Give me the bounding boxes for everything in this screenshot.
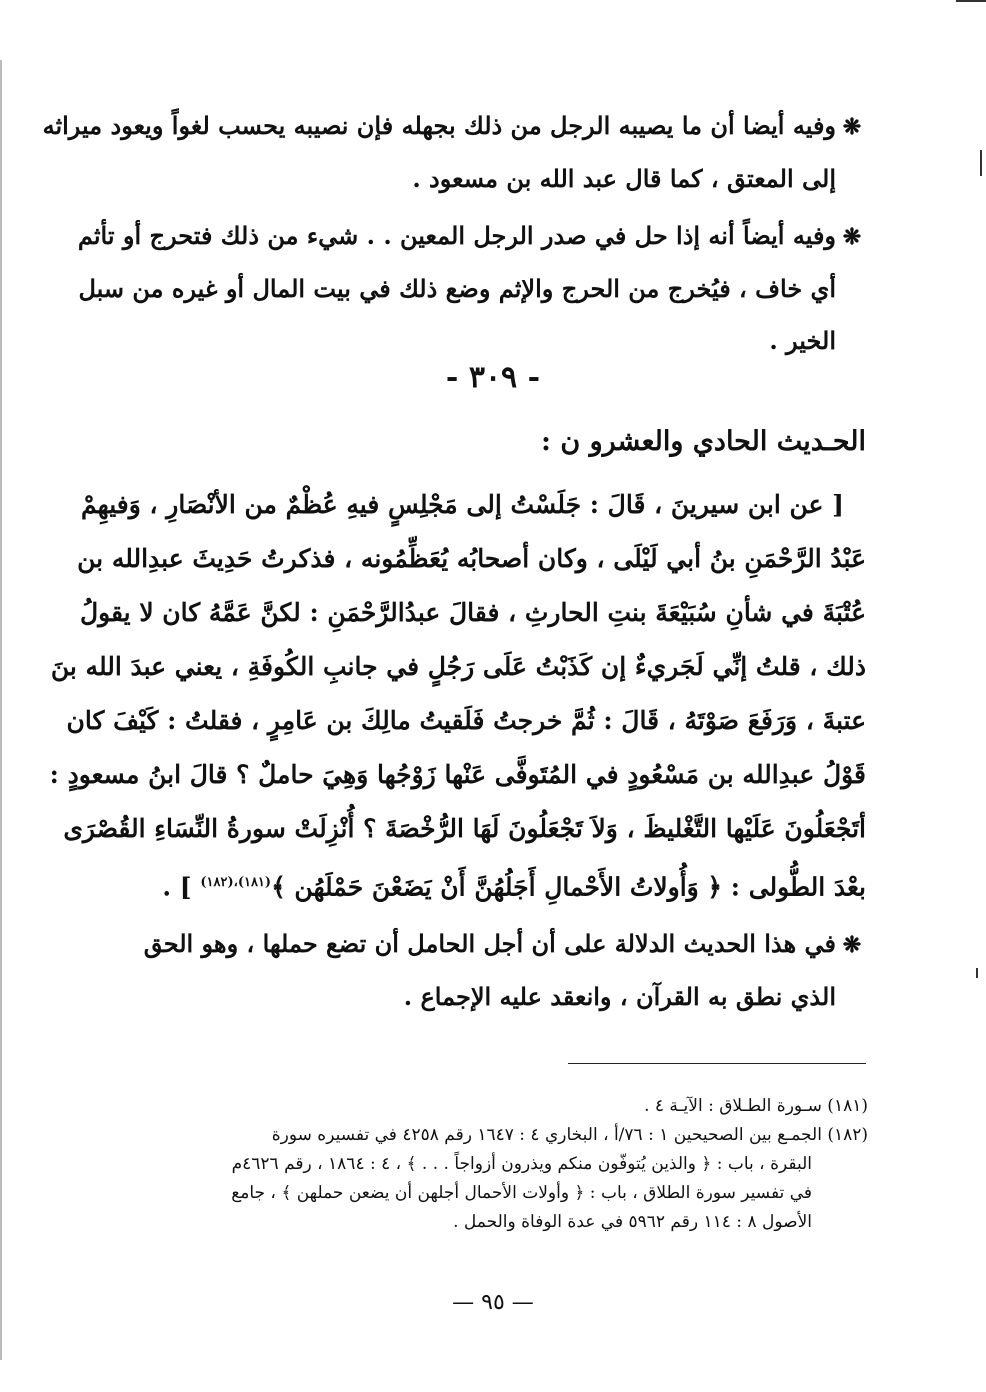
hadith-line: عَبْدُ الرَّحْمَنِ بنُ أبي لَيْلَى ، وكان أصحابُه يُعَظِّمُونه ، فذكرتُ حَدِيثَ عبدِالله بن bbox=[77, 544, 866, 573]
bullet-text: الخير . bbox=[769, 326, 836, 355]
asterisk-bullet-icon: ❋ bbox=[842, 932, 862, 958]
hadith-body bbox=[49, 478, 866, 914]
hadith-line: أتَجْعَلُونَ عَلَيْها التَّغْليظَ ، وَلاَ تَجْعَلُونَ لَهَا الرُّخْصَةَ ؟ أُنْزِلَتْ سورةُ النِّسَاءِ القُصْرَى bbox=[63, 814, 866, 843]
footnote-line: (١٨١) سـورة الطـلاق : الآيـة ٤ . bbox=[644, 1096, 868, 1116]
bullet-line bbox=[124, 971, 868, 1023]
hadith-line: ذلك ، قلتُ إنِّي لَجَريءٌ إن كَذَبْتُ عَلَى رَجُلٍ في جانبِ الكُوفَةِ ، يعني عبدَ الله بنَ bbox=[50, 652, 866, 681]
footnote-line: الأصول ٨ : ١١٤ رقم ٥٩٦٢ في عدة الوفاة والحمل . bbox=[453, 1212, 812, 1232]
bullet-paragraph-2 bbox=[77, 210, 868, 367]
bullet-paragraph-1 bbox=[42, 100, 868, 205]
bullet-text: وفيه أيضا أن ما يصيبه الرجل من ذلك بجهله فإن نصيبه يحسب لغواً ويعود ميراثه bbox=[42, 111, 836, 140]
hadith-line: [ عن ابن سيرينَ ، قَالَ : جَلَسْتُ إلى مَجْلِسٍ فيهِ عُظْمٌ من الأنْصَارِ ، وَفيهِمْ bbox=[81, 490, 844, 519]
closing-bracket: ] . bbox=[162, 872, 192, 902]
bullet-paragraph-3 bbox=[124, 918, 868, 1023]
hadith-line bbox=[122, 856, 866, 914]
scan-edge-mark bbox=[0, 60, 2, 1360]
hadith-title: الحـديث الحادي والعشرو ن : bbox=[540, 426, 866, 457]
bullet-line bbox=[124, 918, 868, 971]
hadith-verse: بعْدَ الطُّولى : ﴿ وَأُولاتُ الأَحْمالِ أَجَلُهُنَّ أَنْ يَضَعْنَ حَمْلَهُن ﴾ bbox=[271, 872, 866, 902]
hadith-line: عُتْبَةَ في شأنِ سُبَيْعَةَ بنتِ الحارثِ ، فقالَ عبدُالرَّحْمَنِ : لكنَّ عَمَّهُ كان لا يقولُ bbox=[79, 598, 866, 627]
footnote-line: في تفسير سورة الطلاق ، باب : ﴿ وأولات الأحمال أجلهن أن يضعن حملهن ﴾ ، جامع bbox=[231, 1183, 812, 1203]
scan-edge-mark bbox=[956, 0, 986, 2]
bullet-line bbox=[124, 153, 868, 205]
bullet-line bbox=[42, 100, 868, 153]
hadith-number: - ٣٠٩ - bbox=[445, 360, 541, 395]
page-number: — ٩٥ — bbox=[452, 1290, 534, 1315]
bullet-text: وفيه أيضاً أنه إذا حل في صدر الرجل المعين . . شيء من ذلك فتحرج أو تأثم bbox=[77, 221, 836, 250]
asterisk-bullet-icon: ❋ bbox=[842, 224, 862, 250]
footnotes bbox=[116, 1092, 868, 1237]
footnote-reference: (١٨١)،(١٨٢) bbox=[200, 875, 272, 890]
bullet-line bbox=[78, 263, 868, 315]
hadith-line: عتبةَ ، وَرَفَعَ صَوْتَهُ ، قَالَ : ثُمَّ خرجتُ فَلَقيتُ مالِكَ بن عَامِرٍ ، فقلتُ : كَيْفَ كان bbox=[66, 706, 866, 735]
bullet-text: أي خاف ، فيُخرج من الحرج والإثم وضع ذلك في بيت المال أو غيره من سبل bbox=[78, 274, 836, 303]
bullet-text: في هذا الحديث الدلالة على أن أجل الحامل أن تضع حملها ، وهو الحق bbox=[143, 929, 836, 958]
footnote-divider bbox=[568, 1063, 866, 1064]
asterisk-bullet-icon: ❋ bbox=[842, 114, 862, 140]
scan-edge-mark bbox=[980, 150, 982, 176]
bullet-text: الذي نطق به القرآن ، وانعقد عليه الإجماع . bbox=[403, 982, 836, 1011]
footnote-line: (١٨٢) الجمـع بين الصحيحين ١ : ٧٦/أ ، البخاري ٤ : ١٦٤٧ رقم ٤٢٥٨ في تفسيره سورة bbox=[271, 1125, 868, 1145]
bullet-line bbox=[77, 210, 868, 263]
footnote-line: البقرة ، باب : ﴿ والذين يُتوفّون منكم ويذرون أزواجاً . . . ﴾ ، ٤ : ١٨٦٤ ، رقم ٤٦٢٦م bbox=[231, 1154, 812, 1174]
hadith-line: قَوْلُ عبدِالله بن مَسْعُودٍ في المُتَوفَّى عَنْها زَوْجُها وَهِيَ حاملٌ ؟ قالَ ابنُ مسعودٍ : bbox=[49, 760, 866, 789]
scan-edge-mark bbox=[976, 968, 978, 978]
bullet-text: إلى المعتق ، كما قال عبد الله بن مسعود . bbox=[412, 164, 836, 193]
